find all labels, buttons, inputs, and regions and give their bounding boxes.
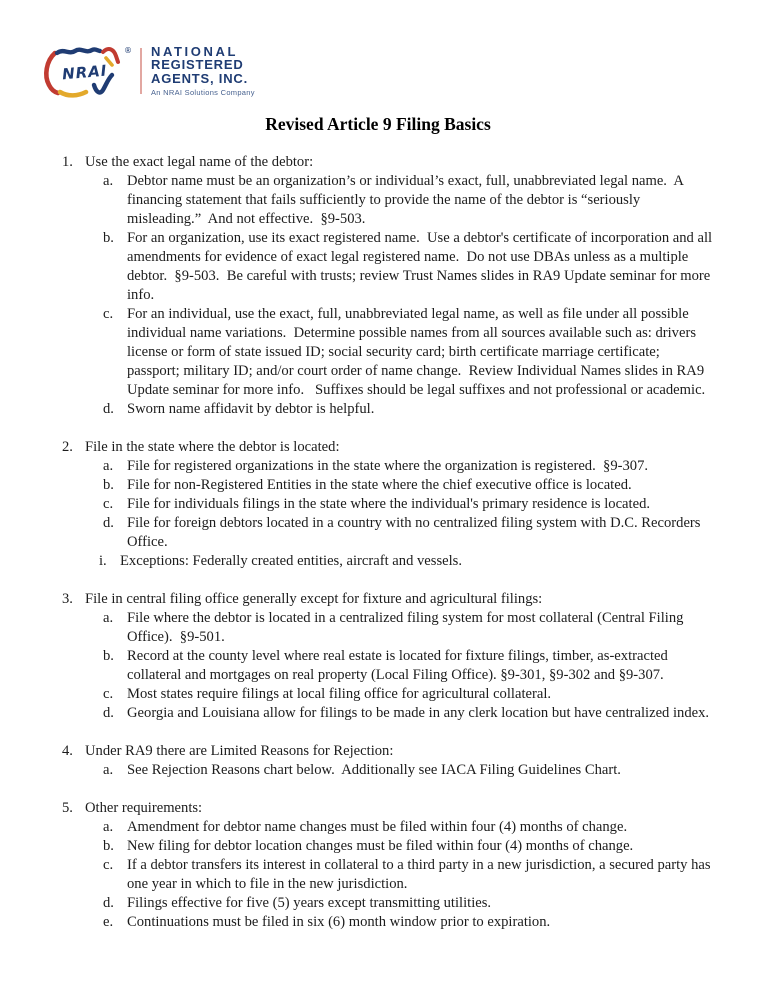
- list-item: [103, 913, 716, 932]
- registered-trademark-icon: ®: [124, 46, 132, 55]
- list-item: [103, 457, 716, 476]
- list-item: [103, 305, 716, 400]
- company-tagline: An NRAI Solutions Company: [151, 88, 255, 98]
- list-marker: c.: [103, 496, 114, 512]
- list-item-text: Amendment for debtor name changes must be filed within four (4) months of change.: [127, 819, 628, 835]
- section-heading: [62, 590, 716, 609]
- list-marker: d.: [103, 895, 114, 911]
- list-item: [103, 476, 716, 495]
- list-marker: 4.: [62, 743, 73, 759]
- list-item-text: New filing for debtor location changes must be filed within four (4) months of change.: [127, 838, 634, 854]
- section-heading-text: File in the state where the debtor is located:: [85, 439, 340, 455]
- sub-list-item-text: Exceptions: Federally created entities, aircraft and vessels.: [120, 553, 463, 569]
- list-marker: e.: [103, 914, 114, 930]
- list-item: [103, 761, 716, 780]
- list-item-text: For an organization, use its exact registered name. Use a debtor's certificate of incorporation and all amendments for evidence of exact legal registered name. Do not use DBAs unless as a multiple debtor. §9-503. Be careful with trusts; review Trust Names slides in RA9 Update seminar for more info.: [127, 230, 716, 303]
- list-item: [103, 514, 716, 552]
- list-item-text: Most states require filings at local filing office for agricultural collateral.: [127, 686, 552, 702]
- list-item-text: For an individual, use the exact, full, unabbreviated legal name, as well as file under all possible individual name variations. Determine possible names from all sources available such as: drivers license or form of state issued ID; social security card; birth certificate marriage certificate; passport; military ID; and/or court order of name change. Review Individual Names slides in RA9 Update seminar for more info. Suffixes should be legal suffixes and not professional or academic.: [127, 306, 708, 398]
- list-marker: a.: [103, 762, 114, 778]
- list-item: [103, 818, 716, 837]
- list-item: [103, 172, 716, 229]
- company-name-line-2: REGISTERED: [151, 57, 244, 73]
- section-heading-text: File in central filing office generally except for fixture and agricultural filings:: [85, 591, 543, 607]
- list-marker: b.: [103, 838, 114, 854]
- list-marker: d.: [103, 401, 114, 417]
- company-name-line-3: AGENTS, INC.: [151, 70, 248, 86]
- list-item-text: If a debtor transfers its interest in collateral to a third party in a new jurisdiction, a secured party has one year in which to file in the new jurisdiction.: [127, 857, 715, 892]
- list-item: [103, 894, 716, 913]
- outline-section-5: [62, 799, 716, 932]
- list-item: [103, 609, 716, 647]
- list-marker: b.: [103, 477, 114, 493]
- section-heading-text: Use the exact legal name of the debtor:: [85, 154, 314, 170]
- list-marker: a.: [103, 458, 114, 474]
- list-item-text: Debtor name must be an organization’s or individual’s exact, full, unabbreviated legal name. A financing statement that fails sufficiently to provide the name of the debtor is “seriously misleading.” And not effective. §9-503.: [127, 173, 687, 227]
- nrai-usa-map-icon: [40, 42, 136, 100]
- list-marker: c.: [103, 857, 114, 873]
- list-marker: 5.: [62, 800, 73, 816]
- company-logo: [40, 42, 716, 100]
- logo-divider: [140, 48, 142, 94]
- list-marker: a.: [103, 819, 114, 835]
- list-marker: i.: [99, 553, 107, 569]
- outline-section-4: [62, 742, 716, 780]
- list-item: [103, 647, 716, 685]
- list-marker: a.: [103, 610, 114, 626]
- list-item-text: Filings effective for five (5) years except transmitting utilities.: [127, 895, 492, 911]
- list-marker: d.: [103, 515, 114, 531]
- list-item-text: File for individuals filings in the state where the individual's primary residence is located.: [127, 496, 651, 512]
- list-marker: b.: [103, 648, 114, 664]
- company-name-line-1: NATIONAL: [151, 43, 238, 59]
- list-item: [103, 495, 716, 514]
- section-heading: [62, 742, 716, 761]
- list-item-text: Record at the county level where real estate is located for fixture filings, timber, as-extracted collateral and mortgages on real property (Local Filing Office). §9-301, §9-302 and §9-307.: [127, 648, 672, 683]
- outline-list: [40, 153, 716, 932]
- list-marker: a.: [103, 173, 114, 189]
- section-heading: [62, 153, 716, 172]
- section-heading-text: Under RA9 there are Limited Reasons for Rejection:: [85, 743, 394, 759]
- list-item-text: File for foreign debtors located in a country with no centralized filing system with D.C. Recorders Office.: [127, 515, 705, 550]
- list-item: [103, 856, 716, 894]
- list-item-text: Continuations must be filed in six (6) month window prior to expiration.: [127, 914, 551, 930]
- page-title: Revised Article 9 Filing Basics: [265, 114, 491, 134]
- outline-section-3: [62, 590, 716, 723]
- list-item: [103, 704, 716, 723]
- list-item: [103, 837, 716, 856]
- list-item-text: Sworn name affidavit by debtor is helpful.: [127, 401, 375, 417]
- outline-section-2: [62, 438, 716, 571]
- list-item: [103, 229, 716, 305]
- list-marker: 2.: [62, 439, 73, 455]
- list-marker: b.: [103, 230, 114, 246]
- list-marker: 1.: [62, 154, 73, 170]
- list-marker: c.: [103, 306, 114, 322]
- list-item-text: File where the debtor is located in a centralized filing system for most collateral (Central Filing Office). §9-501.: [127, 610, 688, 645]
- section-heading: [62, 438, 716, 457]
- list-marker: d.: [103, 705, 114, 721]
- section-heading-text: Other requirements:: [85, 800, 203, 816]
- list-item: [103, 685, 716, 704]
- sub-list-item: [99, 552, 716, 571]
- list-item: [103, 400, 716, 419]
- list-item-text: File for registered organizations in the state where the organization is registered. §9-307.: [127, 458, 649, 474]
- section-heading: [62, 799, 716, 818]
- outline-section-1: [62, 153, 716, 419]
- list-item-text: See Rejection Reasons chart below. Additionally see IACA Filing Guidelines Chart.: [127, 762, 621, 778]
- list-item-text: File for non-Registered Entities in the state where the chief executive office is located.: [127, 477, 632, 493]
- logo-text-block: [151, 45, 255, 98]
- list-marker: c.: [103, 686, 114, 702]
- list-item-text: Georgia and Louisiana allow for filings to be made in any clerk location but have centralized index.: [127, 705, 710, 721]
- list-marker: 3.: [62, 591, 73, 607]
- nrai-map-text: NRAI: [61, 61, 109, 84]
